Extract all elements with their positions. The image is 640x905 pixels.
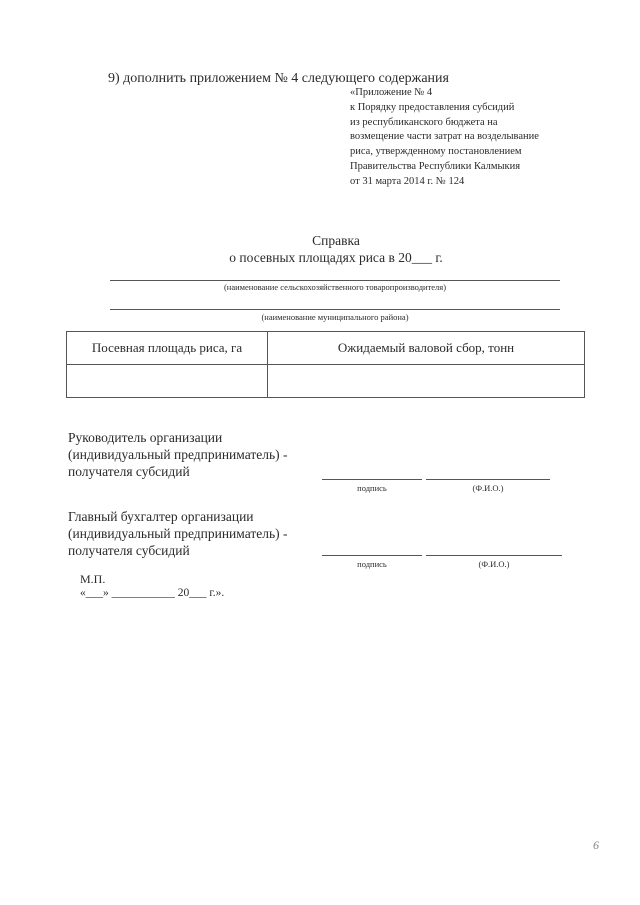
- municipality-name-line: [110, 309, 560, 310]
- page-number: 6: [593, 838, 599, 852]
- intro-text: 9) дополнить приложением № 4 следующего содержания: [108, 71, 449, 86]
- head-signature-line: [322, 479, 422, 480]
- accountant-signature-caption: подпись: [357, 559, 387, 569]
- accountant-title-line: (индивидуальный предприниматель) -: [68, 526, 288, 541]
- appendix-line: от 31 марта 2014 г. № 124: [350, 175, 465, 187]
- head-title-line: Руководитель организации: [68, 430, 223, 445]
- head-name-line: [426, 479, 550, 480]
- document-title: Справка: [312, 233, 360, 248]
- head-signature-block: [68, 429, 288, 480]
- table-row: [67, 365, 585, 398]
- appendix-reference: [350, 86, 539, 190]
- accountant-name-line: [426, 555, 562, 556]
- producer-caption: (наименование сельскохозяйственного товаропроизводителя): [223, 282, 447, 292]
- appendix-line: риса, утвержденному постановлением: [350, 146, 522, 158]
- head-title-line: получателя субсидий: [68, 464, 190, 479]
- appendix-line: Правительства Республики Калмыкия: [350, 160, 521, 172]
- accountant-title-line: получателя субсидий: [68, 543, 190, 558]
- header-expected-harvest: Ожидаемый валовой сбор, тонн: [268, 332, 585, 365]
- appendix-line: «Приложение № 4: [350, 87, 433, 98]
- date-field: «___» ___________ 20___ г.».: [80, 587, 225, 599]
- appendix-line: из республиканского бюджета на: [350, 116, 498, 128]
- header-sown-area: Посевная площадь риса, га: [67, 332, 268, 365]
- municipality-caption: (наименование муниципального района): [261, 312, 409, 322]
- head-title-line: (индивидуальный предприниматель) -: [68, 447, 288, 462]
- producer-name-line: [110, 280, 560, 281]
- stamp-label: М.П.: [80, 572, 106, 586]
- accountant-name-caption: (Ф.И.О.): [478, 559, 510, 569]
- head-name-caption: (Ф.И.О.): [472, 483, 504, 493]
- rice-area-table: [66, 331, 585, 398]
- appendix-line: возмещение части затрат на возделывание: [350, 131, 539, 143]
- document-subtitle: о посевных площадях риса в 20___ г.: [229, 250, 443, 265]
- table-header-row: [67, 332, 585, 365]
- appendix-line: к Порядку предоставления субсидий: [350, 101, 515, 113]
- accountant-signature-block: [68, 508, 288, 559]
- accountant-signature-line: [322, 555, 422, 556]
- head-signature-caption: подпись: [357, 483, 387, 493]
- accountant-title-line: Главный бухгалтер организации: [68, 509, 254, 524]
- cell-sown-area: [67, 365, 268, 398]
- cell-expected-harvest: [268, 365, 585, 398]
